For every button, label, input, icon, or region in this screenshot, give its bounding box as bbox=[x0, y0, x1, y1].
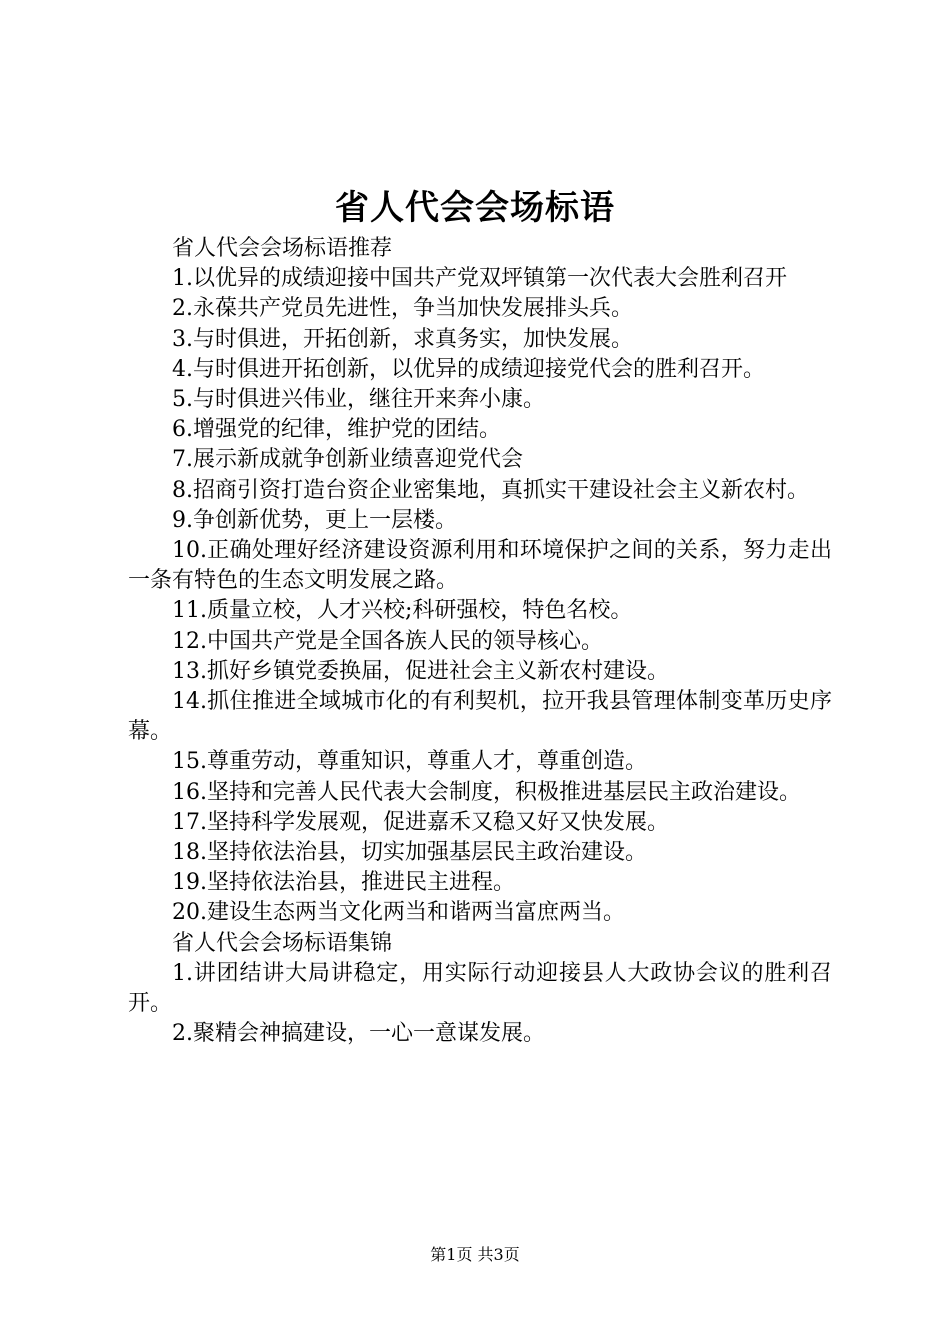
paragraph: 19.坚持依法治县，推进民主进程。 bbox=[172, 870, 515, 896]
paragraph: 3.与时俱进，开拓创新，求真务实，加快发展。 bbox=[172, 326, 633, 352]
paragraph: 20.建设生态两当文化两当和谐两当富庶两当。 bbox=[172, 900, 625, 926]
paragraph: 18.坚持依法治县，切实加强基层民主政治建设。 bbox=[172, 840, 647, 866]
paragraph: 15.尊重劳动，尊重知识，尊重人才，尊重创造。 bbox=[172, 749, 647, 775]
paragraph: 13.抓好乡镇党委换届，促进社会主义新农村建设。 bbox=[172, 658, 669, 684]
paragraph: 5.与时俱进兴伟业，继往开来奔小康。 bbox=[172, 387, 545, 413]
paragraph: 省人代会会场标语集锦 bbox=[172, 930, 393, 956]
document-title: 省人代会会场标语 bbox=[335, 188, 615, 228]
paragraph: 2.聚精会神搞建设，一心一意谋发展。 bbox=[172, 1021, 545, 1047]
paragraph: 1.讲团结讲大局讲稳定，用实际行动迎接县人大政协会议的胜利召开。 bbox=[128, 960, 832, 1017]
paragraph: 12.中国共产党是全国各族人民的领导核心。 bbox=[172, 628, 603, 654]
paragraph: 2.永葆共产党员先进性，争当加快发展排头兵。 bbox=[172, 296, 633, 322]
paragraph: 14.抓住推进全域城市化的有利契机，拉开我县管理体制变革历史序幕。 bbox=[128, 689, 832, 745]
document-body bbox=[128, 234, 832, 1049]
paragraph: 省人代会会场标语推荐 bbox=[172, 236, 393, 261]
paragraph: 17.坚持科学发展观，促进嘉禾又稳又好又快发展。 bbox=[172, 809, 669, 835]
paragraph: 7.展示新成就争创新业绩喜迎党代会 bbox=[172, 447, 523, 473]
paragraph: 6.增强党的纪律，维护党的团结。 bbox=[172, 417, 501, 443]
paragraph: 8.招商引资打造台资企业密集地，真抓实干建设社会主义新农村。 bbox=[172, 477, 809, 503]
paragraph: 11.质量立校，人才兴校;科研强校，特色名校。 bbox=[172, 598, 633, 624]
paragraph: 9.争创新优势，更上一层楼。 bbox=[172, 507, 457, 533]
page-footer: 第1页 共3页 bbox=[430, 1245, 520, 1264]
paragraph: 16.坚持和完善人民代表大会制度，积极推进基层民主政治建设。 bbox=[172, 779, 801, 805]
paragraph: 4.与时俱进开拓创新，以优异的成绩迎接党代会的胜利召开。 bbox=[172, 356, 765, 382]
paragraph: 10.正确处理好经济建设资源利用和环境保护之间的关系，努力走出一条有特色的生态文明发展之路。 bbox=[128, 538, 832, 594]
paragraph: 1.以优异的成绩迎接中国共产党双坪镇第一次代表大会胜利召开 bbox=[172, 266, 787, 292]
